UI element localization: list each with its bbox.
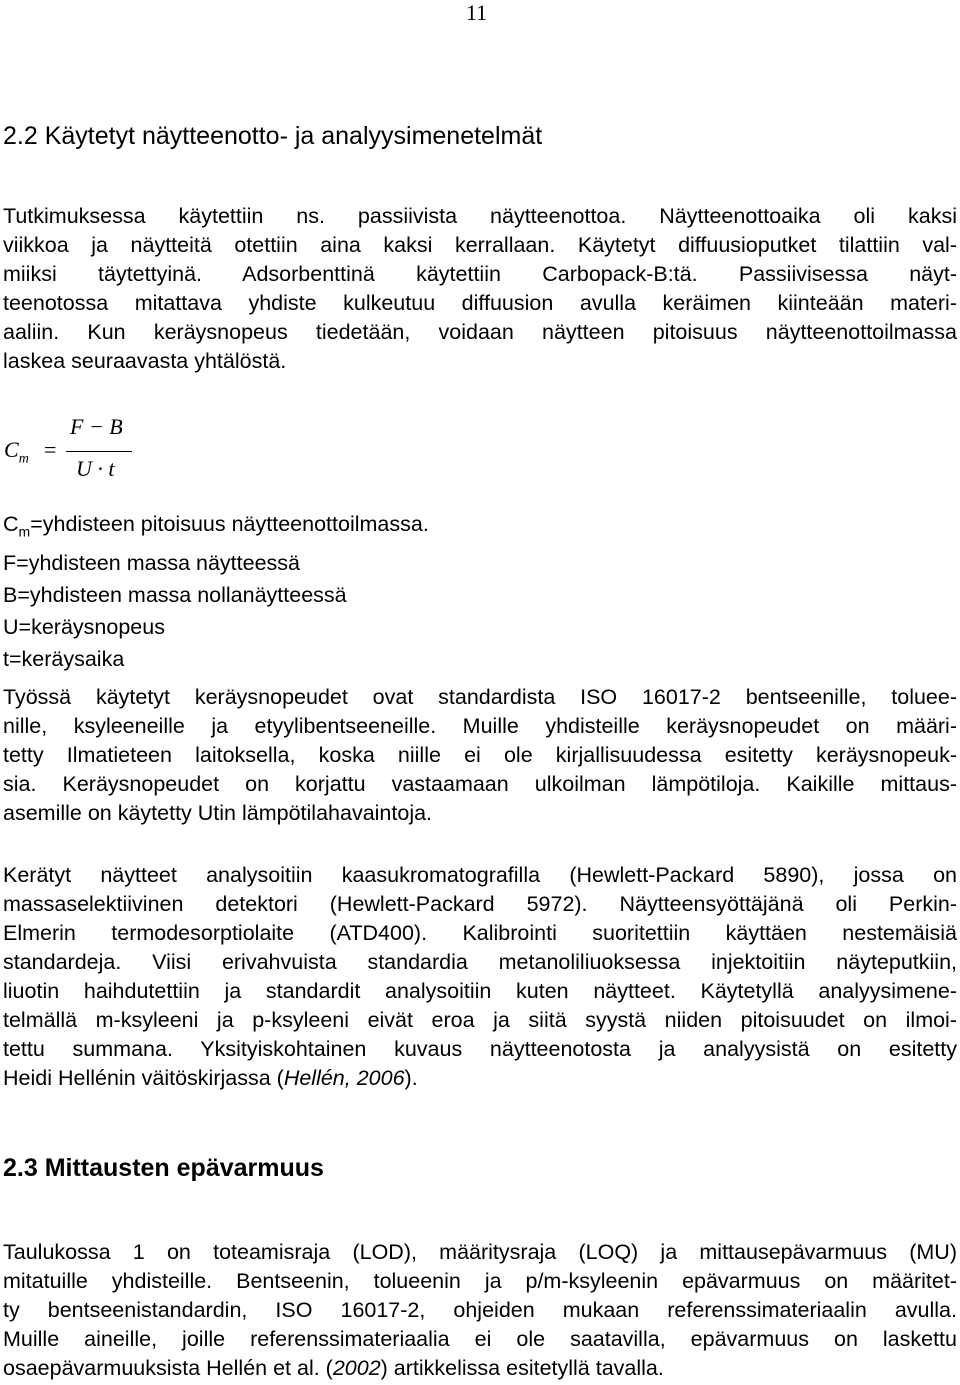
text-line: tettu summana. Yksityiskohtainen kuvaus näytteenotosta ja analyysistä on esitetty (3, 1037, 957, 1061)
paragraph-uncertainty (3, 1238, 957, 1383)
text-line: teenotossa mitattava yhdiste kulkeutuu diffuusion avulla keräimen kiinteään materi- (3, 291, 957, 315)
paragraph-passive-sampling (3, 202, 957, 376)
formula-lhs: $C_m$ (4, 437, 29, 467)
text-line: Heidi Hellénin väitöskirjassa (Hellén, 2006). (3, 1066, 418, 1090)
text-line: Tutkimuksessa käytettiin ns. passiivista näytteenottoa. Näytteenottoaika oli kaksi (3, 204, 957, 228)
text-line: mitatuille yhdisteille. Bentseenin, tolueenin ja p/m-ksyleenin epävarmuus on määritet- (3, 1269, 957, 1293)
citation: 2002 (332, 1356, 381, 1380)
text-line: osaepävarmuuksista Hellén et al. (2002) artikkelissa esitetyllä tavalla. (3, 1356, 664, 1380)
definition-f: F=yhdisteen massa näytteessä (3, 551, 300, 576)
concentration-formula (4, 412, 144, 482)
section-heading-2-2: 2.2 Käytetyt näytteenotto- ja analyysimenetelmät (3, 122, 543, 150)
text-line: sia. Keräysnopeudet on korjattu vastaamaan ulkoilman lämpötiloja. Kaikille mittaus- (3, 772, 957, 796)
text-line: Taulukossa 1 on toteamisraja (LOD), määritysraja (LOQ) ja mittausepävarmuus (MU) (3, 1240, 957, 1264)
text-line: laskea seuraavasta yhtälöstä. (3, 349, 287, 373)
variable-definitions (3, 508, 429, 675)
citation: Hellén, 2006 (283, 1066, 405, 1090)
text-line: viikkoa ja näytteitä otettiin aina kaksi kerrallaan. Käytetyt diffuusioputket tilattiin val- (3, 233, 957, 257)
formula-numerator: F − B (70, 414, 123, 439)
text-line: Muille aineille, joille referenssimateriaalia ei ole saatavilla, epävarmuus on laskettu (3, 1327, 957, 1351)
text-line: standardeja. Viisi erivahvuista standardia metanoliliuoksessa injektoitiin näyteputkiin, (3, 950, 957, 974)
text-line: Työssä käytetyt keräysnopeudet ovat standardista ISO 16017-2 bentseenille, toluee- (3, 685, 957, 709)
text-line: ty bentseenistandardin, ISO 16017-2, ohjeiden mukaan referenssimateriaalin avulla. (3, 1298, 957, 1322)
text-line: nille, ksyleeneille ja etyylibentseeneille. Muille yhdisteille keräysnopeudet on määri- (3, 714, 957, 738)
section-heading-2-3: 2.3 Mittausten epävarmuus (3, 1154, 324, 1182)
paragraph-sampling-rates (3, 683, 957, 828)
page-number: 11 (466, 0, 488, 25)
text-line: aaliin. Kun keräysnopeus tiedetään, voidaan näytteen pitoisuus näytteenottoilmassa (3, 320, 957, 344)
text-line: massaselektiivinen detektori (Hewlett-Packard 5972). Näytteensyöttäjänä oli Perkin- (3, 892, 957, 916)
text-line: Kerätyt näytteet analysoitiin kaasukromatografilla (Hewlett-Packard 5890), jossa on (3, 863, 957, 887)
text-line: miiksi täytettyinä. Adsorbenttinä käytettiin Carbopack-B:tä. Passiivisessa näyt- (3, 262, 957, 286)
paragraph-analysis (3, 861, 957, 1093)
text-line: liuotin haihdutettiin ja standardit analysoitiin kuten näytteet. Käytetyllä analyysimene- (3, 979, 957, 1003)
definition-u: U=keräysnopeus (3, 615, 165, 640)
text-line: asemille on käytetty Utin lämpötilahavaintoja. (3, 801, 433, 825)
formula-denominator: U · t (76, 456, 115, 481)
formula-equals: = (44, 437, 57, 462)
definition-b: B=yhdisteen massa nollanäytteessä (3, 583, 347, 608)
definition-cm: $C_m=yhdisteen$ pitoisuus näytteenottoilmassa. (3, 512, 429, 540)
text-line: Elmerin termodesorptiolaite (ATD400). Kalibrointi suoritettiin käyttäen nestemäisiä (3, 921, 957, 945)
text-line: tetty Ilmatieteen laitoksella, koska niille ei ole kirjallisuudessa esitetty keräysnopeuk- (3, 743, 957, 767)
definition-t: t=keräysaika (3, 647, 125, 672)
fraction-bar (66, 451, 132, 452)
text-line: telmällä m-ksyleeni ja p-ksyleeni eivät eroa ja siitä syystä niiden pitoisuudet on ilmoi- (3, 1008, 957, 1032)
